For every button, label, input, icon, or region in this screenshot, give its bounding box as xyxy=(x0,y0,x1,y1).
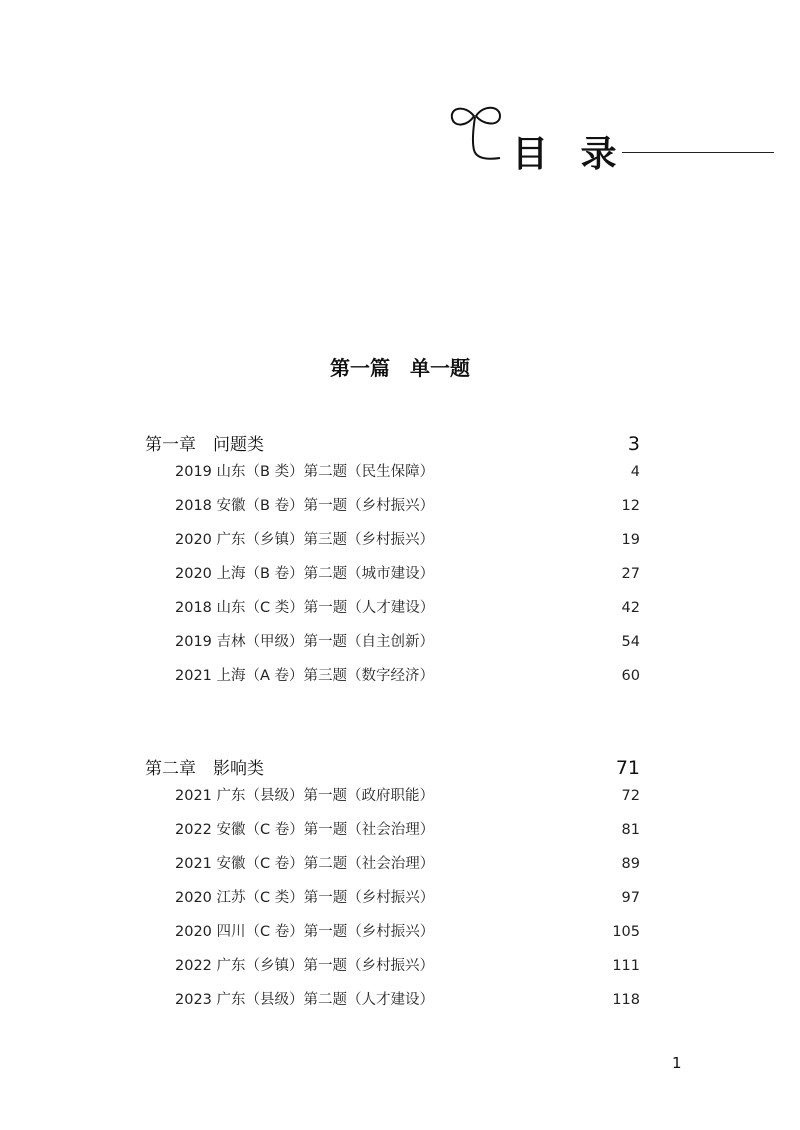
entry-page: 60 xyxy=(621,668,640,684)
entry-label: 2019 山东（B 类）第二题（民生保障） xyxy=(175,464,435,480)
toc-entry[interactable] xyxy=(145,920,640,954)
chapter-heading[interactable] xyxy=(145,430,640,460)
entry-page: 42 xyxy=(621,600,640,616)
entry-page: 105 xyxy=(612,924,640,940)
entry-label: 2020 四川（C 卷）第一题（乡村振兴） xyxy=(175,924,435,940)
entry-page: 4 xyxy=(630,464,640,480)
entry-page: 54 xyxy=(621,634,640,650)
entry-label: 2022 广东（乡镇）第一题（乡村振兴） xyxy=(175,958,435,974)
toc-title: 目 录 xyxy=(512,134,627,175)
entry-page: 118 xyxy=(612,992,640,1008)
toc-entry[interactable] xyxy=(145,954,640,988)
toc-entry[interactable] xyxy=(145,528,640,562)
entry-label: 2021 广东（县级）第一题（政府职能） xyxy=(175,788,435,804)
toc-entry[interactable] xyxy=(145,630,640,664)
page-number: 1 xyxy=(672,1054,682,1072)
toc-header xyxy=(440,96,780,176)
entry-page: 72 xyxy=(621,788,640,804)
toc-entry[interactable] xyxy=(145,886,640,920)
toc-entry[interactable] xyxy=(145,784,640,818)
toc-entry[interactable] xyxy=(145,460,640,494)
chapter-title: 第二章 影响类 xyxy=(145,759,264,779)
entry-page: 27 xyxy=(621,566,640,582)
part-title: 第一篇 单一题 xyxy=(330,356,470,380)
chapter-title: 第一章 问题类 xyxy=(145,435,264,455)
entry-label: 2018 山东（C 类）第一题（人才建设） xyxy=(175,600,435,616)
entry-label: 2020 江苏（C 类）第一题（乡村振兴） xyxy=(175,890,435,906)
entry-page: 97 xyxy=(621,890,640,906)
toc-entry[interactable] xyxy=(145,562,640,596)
toc-entry[interactable] xyxy=(145,664,640,698)
toc-entry[interactable] xyxy=(145,988,640,1022)
toc-entry[interactable] xyxy=(145,818,640,852)
toc-entry[interactable] xyxy=(145,596,640,630)
title-rule xyxy=(622,152,774,153)
chapter-2 xyxy=(145,754,640,1022)
entry-page: 12 xyxy=(621,498,640,514)
chapter-page: 71 xyxy=(615,757,640,779)
entry-page: 89 xyxy=(621,856,640,872)
entry-page: 81 xyxy=(621,822,640,838)
sprout-icon xyxy=(446,102,506,166)
entry-label: 2023 广东（县级）第二题（人才建设） xyxy=(175,992,435,1008)
entry-label: 2018 安徽（B 卷）第一题（乡村振兴） xyxy=(175,498,435,514)
entry-label: 2020 广东（乡镇）第三题（乡村振兴） xyxy=(175,532,435,548)
entry-label: 2020 上海（B 卷）第二题（城市建设） xyxy=(175,566,435,582)
chapter-page: 3 xyxy=(627,433,640,455)
entry-page: 111 xyxy=(612,958,640,974)
toc-entry[interactable] xyxy=(145,852,640,886)
chapter-1 xyxy=(145,430,640,698)
chapter-heading[interactable] xyxy=(145,754,640,784)
entry-label: 2022 安徽（C 卷）第一题（社会治理） xyxy=(175,822,435,838)
entry-label: 2021 安徽（C 卷）第二题（社会治理） xyxy=(175,856,435,872)
toc-entry[interactable] xyxy=(145,494,640,528)
entry-label: 2019 吉林（甲级）第一题（自主创新） xyxy=(175,634,435,650)
entry-label: 2021 上海（A 卷）第三题（数字经济） xyxy=(175,668,435,684)
entry-page: 19 xyxy=(621,532,640,548)
